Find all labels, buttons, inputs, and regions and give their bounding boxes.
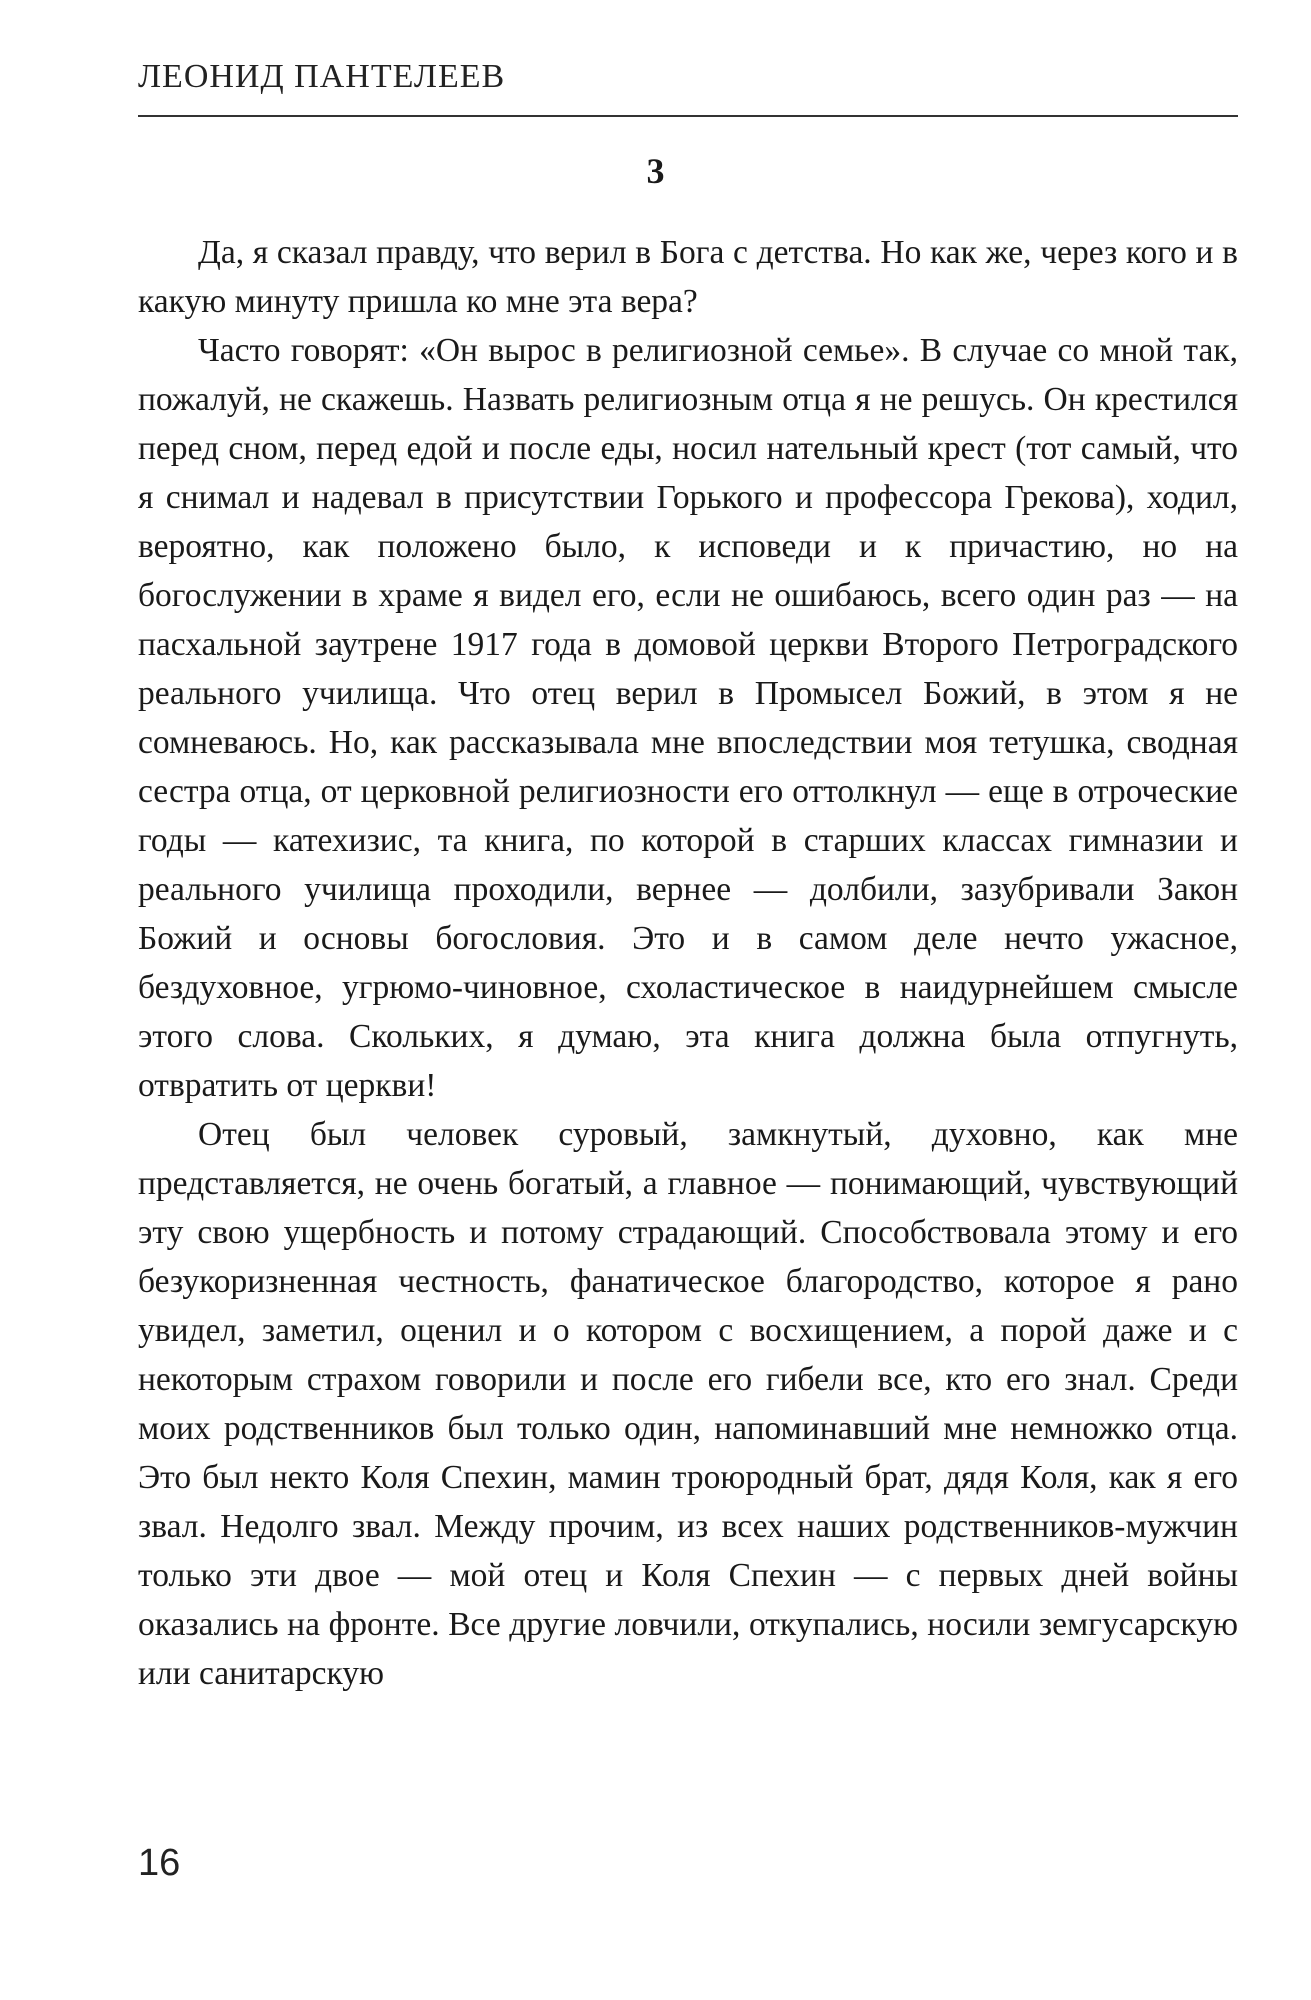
paragraph-2: Часто говорят: «Он вырос в религиозной семье». В случае со мной так, пожалуй, не скажешь. Назвать религиозным отца я не решусь. Он крестился перед сном, перед едой и после еды, носил нательный крест (тот самый, что я снимал и надевал в присутствии Горького и профессора Грекова), ходил, вероятно, как положено было, к исповеди и к причастию, но на богослужении в храме я видел его, если не ошибаюсь, всего один раз — на пасхальной заутрене 1917 года в домовой церкви Второго Петроградского реального училища. Что отец верил в Промысел Божий, в этом я не сомневаюсь. Но, как рассказывала мне впоследствии моя тетушка, сводная сестра отца, от церковной религиозности его оттолкнул — еще в отроческие годы — катехизис, та книга, по которой в старших классах гимназии и реального училища проходили, вернее — долбили, зазубривали Закон Божий и основы богословия. Это и в самом деле нечто ужасное, бездуховное, угрюмо-чиновное, схоластическое в наидурнейшем смысле этого слова. Скольких, я думаю, эта книга должна была отпугнуть, отвратить от церкви! bbox=[138, 332, 1238, 1104]
running-head: ЛЕОНИД ПАНТЕЛЕЕВ bbox=[138, 58, 506, 95]
body-text bbox=[138, 228, 1238, 1698]
paragraph-1: Да, я сказал правду, что верил в Бога с детства. Но как же, через кого и в какую минуту пришла ко мне эта вера? bbox=[138, 234, 1238, 320]
page-number: 16 bbox=[138, 1842, 181, 1884]
chapter-number: 3 bbox=[646, 151, 665, 191]
header-rule bbox=[138, 115, 1238, 117]
paragraph-3: Отец был человек суровый, замкнутый, духовно, как мне представляется, не очень богатый, а главное — понимающий, чувствующий эту свою ущербность и потому страдающий. Способствовала этому и его безукоризненная честность, фанатическое благородство, которое я рано увидел, заметил, оценил и о котором с восхищением, а порой даже и с некоторым страхом говорили и после его гибели все, кто его знал. Среди моих родственников был только один, напоминавший мне немножко отца. Это был некто Коля Спехин, мамин троюродный брат, дядя Коля, как я его звал. Недолго звал. Между прочим, из всех наших родственников-мужчин только эти двое — мой отец и Коля Спехин — с первых дней войны оказались на фронте. Все другие ловчили, откупались, носили земгусарскую или санитарскую bbox=[138, 1116, 1238, 1692]
